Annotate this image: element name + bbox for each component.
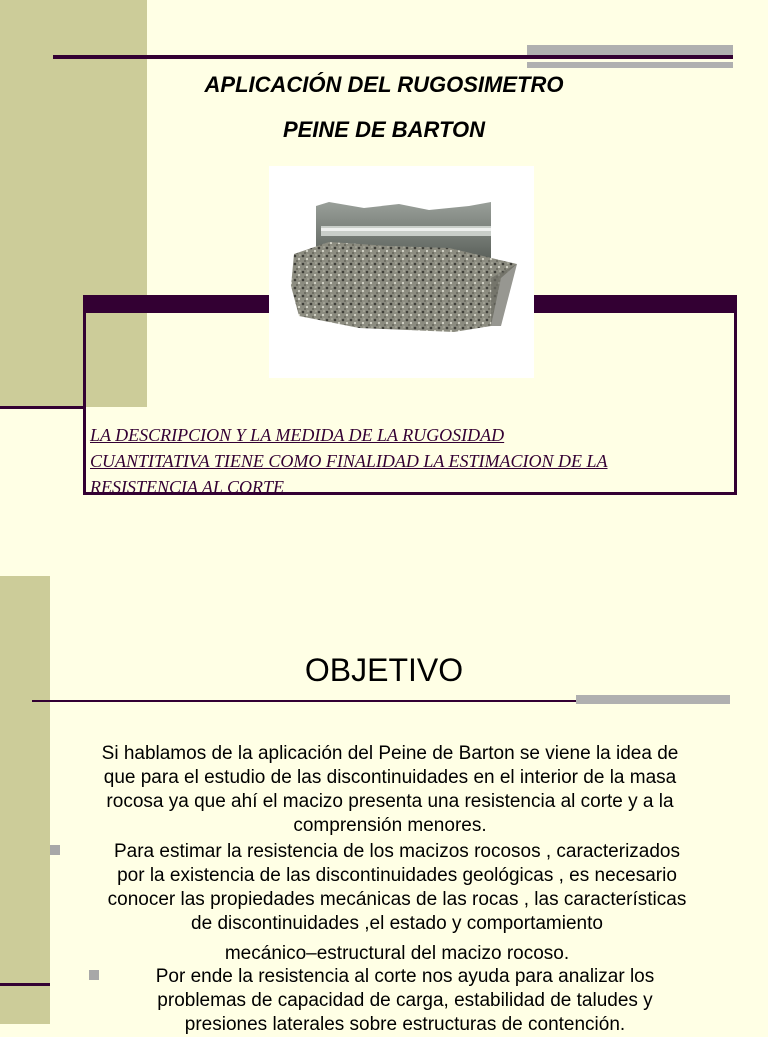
slide2-grey-accent — [576, 695, 730, 704]
slide2-bullet-1 — [62, 840, 732, 966]
paragraph-line: problemas de capacidad de carga, estabilidad de taludes y — [157, 990, 653, 1011]
paragraph-line: por la existencia de las discontinuidades geológicas , es necesario — [117, 865, 677, 886]
slide2-intro-paragraph — [55, 742, 725, 838]
paragraph-line: rocosa ya que ahí el macizo presenta una resistencia al corte y a la — [106, 791, 674, 812]
barton-comb-photo — [269, 166, 534, 378]
slide1-left-rule — [0, 406, 85, 409]
paragraph-line: que para el estudio de las discontinuidades en el interior de la masa — [103, 767, 677, 788]
slide1-top-rule — [53, 55, 733, 59]
paragraph-line: Para estimar la resistencia de los macizos rocosos , caracterizados — [113, 841, 680, 862]
slide2-side-bar — [0, 576, 50, 1024]
slide2-bullet-2 — [60, 965, 750, 1037]
paragraph-line: de discontinuidades ,el estado y comportamiento — [191, 913, 603, 934]
slide2-left-rule — [0, 983, 50, 986]
square-bullet-icon — [50, 845, 60, 855]
slide1-title-line2: PEINE DE BARTON — [282, 117, 486, 142]
caption-line: RESISTENCIA AL CORTE — [90, 477, 285, 497]
slide1-title-line1: APLICACIÓN DEL RUGOSIMETRO — [204, 72, 564, 97]
slide1-caption — [90, 422, 730, 500]
paragraph-line: mecánico–estructural del macizo rocoso. — [224, 943, 570, 964]
paragraph-line: conocer las propiedades mecánicas de las rocas , las características — [107, 889, 687, 910]
paragraph-line: comprensión menores. — [293, 815, 487, 836]
paragraph-line: Por ende la resistencia al corte nos ayuda para analizar los — [155, 966, 655, 987]
paragraph-line: Si hablamos de la aplicación del Peine de Barton se viene la idea de — [101, 743, 679, 764]
caption-line: LA DESCRIPCION Y LA MEDIDA DE LA RUGOSIDAD — [90, 425, 505, 445]
paragraph-line: presiones laterales sobre estructuras de contención. — [184, 1014, 626, 1035]
barton-comb-on-rock-icon — [269, 166, 534, 378]
slide2-title: OBJETIVO — [304, 652, 464, 688]
slide1-grey-accent-lower — [527, 62, 733, 68]
caption-line: CUANTITATIVA TIENE COMO FINALIDAD LA ESTIMACION DE LA — [90, 451, 608, 471]
